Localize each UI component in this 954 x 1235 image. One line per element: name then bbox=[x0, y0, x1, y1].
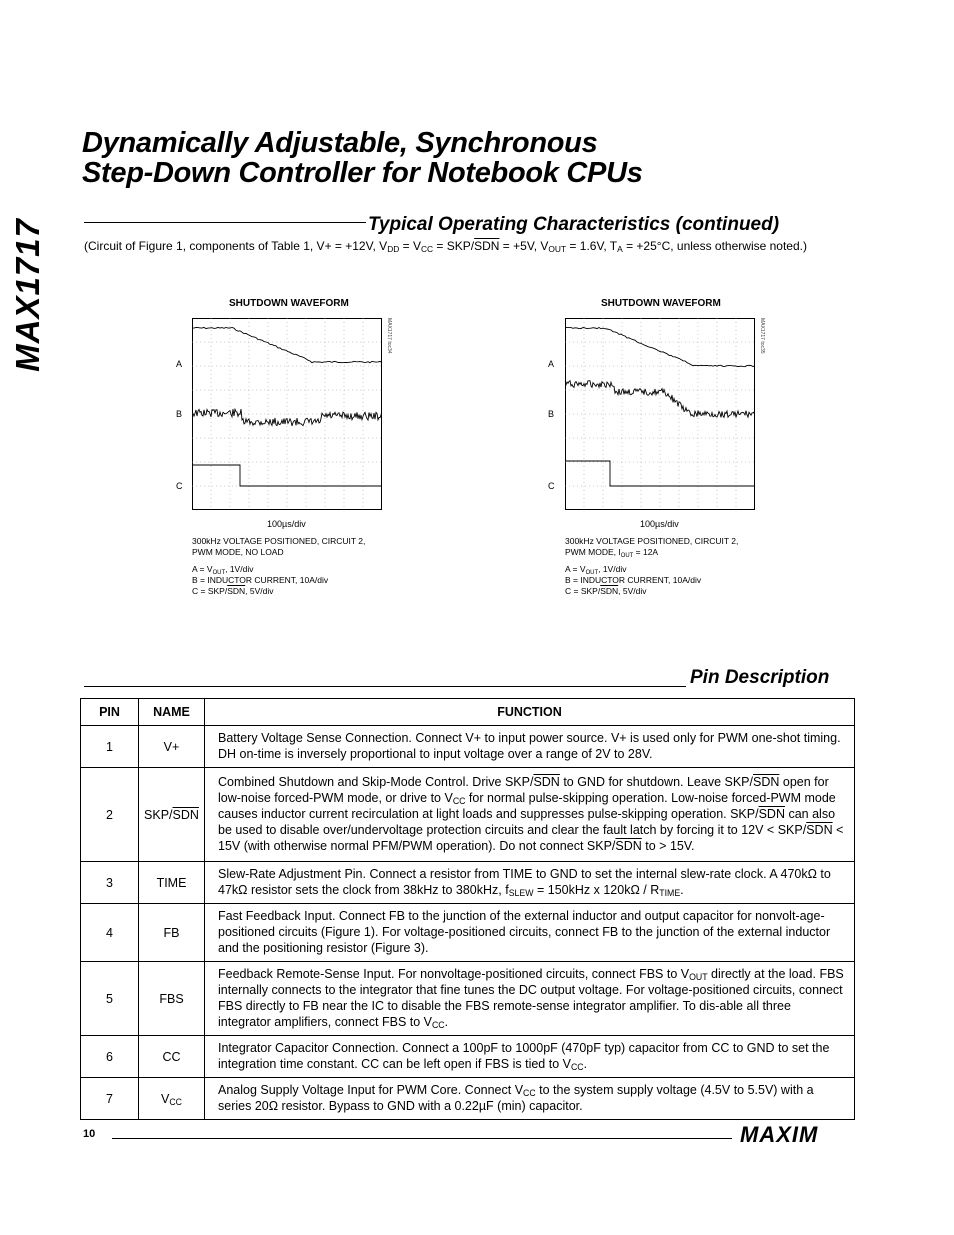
scope-2-plot bbox=[565, 318, 755, 510]
scope-1-note-2: PWM MODE, NO LOAD bbox=[192, 547, 284, 557]
table-row bbox=[81, 962, 855, 1036]
scope-1-channel-b: B bbox=[176, 409, 183, 419]
pin-number: 3 bbox=[81, 862, 139, 904]
pin-function: Battery Voltage Sense Connection. Connect V+ to input power source. V+ is used only for PWM one-shot timing. DH on-time is inversely proportional to input voltage over a range of 2V to 28V. bbox=[205, 726, 855, 768]
scope-2-note-3: $A = V_{OUT}$, 1V/div bbox=[565, 564, 627, 576]
scope-2-note-4: B = INDUCTOR CURRENT, 10A/div bbox=[565, 575, 702, 585]
scope-1-note-5: C = SKP/$\overline{SDN}$, 5V/div bbox=[192, 586, 274, 596]
test-conditions: (Circuit of Figure 1, components of Table 1, V+ = +12V, $V_{DD} = V_{CC} = SKP/\overline{SDN} = +5V$, $V_{OUT} = 1.6V$, $T_A = +25^\circ C$, unless otherwise noted.) bbox=[84, 239, 807, 254]
scope-1-time-div: 100µs/div bbox=[267, 519, 306, 529]
pin-number: 5 bbox=[81, 962, 139, 1036]
scope-2-note-1: 300kHz VOLTAGE POSITIONED, CIRCUIT 2, bbox=[565, 536, 739, 546]
scope-1-note-1: 300kHz VOLTAGE POSITIONED, CIRCUIT 2, bbox=[192, 536, 366, 546]
scope-2-time-div: 100µs/div bbox=[640, 519, 679, 529]
maxim-logo: MAXIM bbox=[740, 1122, 819, 1147]
table-row bbox=[81, 1078, 855, 1120]
column-header-name: NAME bbox=[139, 699, 205, 726]
pin-heading-rule bbox=[84, 686, 686, 687]
page-number: 10 bbox=[83, 1128, 96, 1140]
pin-number: 1 bbox=[81, 726, 139, 768]
table-row bbox=[81, 1036, 855, 1078]
scope-2-channel-c: C bbox=[548, 481, 555, 491]
scope-1-plot bbox=[192, 318, 382, 510]
scope-1-note-3: $A = V_{OUT}$, 1V/div bbox=[192, 564, 254, 576]
pin-name: SKP/$\overline{SDN}$ bbox=[139, 768, 205, 862]
column-header-function: FUNCTION bbox=[205, 699, 855, 726]
pin-name: FBS bbox=[139, 962, 205, 1036]
scope-2-notes bbox=[565, 536, 738, 597]
scope-1-channel-a: A bbox=[176, 359, 183, 369]
pin-name: FB bbox=[139, 904, 205, 962]
pin-number: 6 bbox=[81, 1036, 139, 1078]
pin-number: 2 bbox=[81, 768, 139, 862]
scope-1-note-4: B = INDUCTOR CURRENT, 10A/div bbox=[192, 575, 329, 585]
toc-heading-rule bbox=[84, 222, 366, 223]
scope-2-tag: MAX1717 toc35 bbox=[759, 318, 765, 354]
scope-2-channel-a: A bbox=[548, 359, 555, 369]
pin-function: Feedback Remote-Sense Input. For nonvoltage-positioned circuits, connect FBS to $V_{OUT}$ directly at the load. FBS internally connects to the integrator that fine tunes the DC output voltage. For voltage-positioned circuits, connect FBS directly to FB near the IC to disable the FBS remote-sense integrator amplifier. To dis-able all three integrator amplifiers, connect FBS to $V_{CC}$. bbox=[205, 962, 855, 1036]
table-row bbox=[81, 768, 855, 862]
pin-number: 7 bbox=[81, 1078, 139, 1120]
pin-name: CC bbox=[139, 1036, 205, 1078]
scope-2-channel-b: B bbox=[548, 409, 555, 419]
title-line-2: Step-Down Controller for Notebook CPUs bbox=[82, 157, 643, 189]
pin-number: 4 bbox=[81, 904, 139, 962]
table-row bbox=[81, 904, 855, 962]
scope-1-tag: MAX1717 toc34 bbox=[386, 318, 392, 354]
document-title bbox=[82, 128, 643, 188]
footer-rule bbox=[112, 1138, 732, 1139]
side-part-number: MAX1717 bbox=[9, 218, 46, 372]
pin-function: Integrator Capacitor Connection. Connect a 100pF to 1000pF (470pF typ) capacitor from CC to GND to set the integration time constant. CC can be left open if FBS is tied to $V_{CC}$. bbox=[205, 1036, 855, 1078]
scope-1-channel-c: C bbox=[176, 481, 183, 491]
table-header-row bbox=[81, 699, 855, 726]
pin-name: $V_{CC}$ bbox=[139, 1078, 205, 1120]
pin-description-table bbox=[80, 698, 855, 1120]
pin-function: Analog Supply Voltage Input for PWM Core. Connect $V_{CC}$ to the system supply voltage (4.5V to 5.5V) with a series 20Ω resistor. Bypass to GND with a 0.22µF (min) capacitor. bbox=[205, 1078, 855, 1120]
scope-2-note-5: C = SKP/$\overline{SDN}$, 5V/div bbox=[565, 586, 647, 596]
scope-2-title: SHUTDOWN WAVEFORM bbox=[601, 298, 721, 309]
column-header-pin: PIN bbox=[81, 699, 139, 726]
pin-name: V+ bbox=[139, 726, 205, 768]
pin-description-heading: Pin Description bbox=[690, 667, 830, 688]
pin-function: Slew-Rate Adjustment Pin. Connect a resistor from TIME to GND to set the internal slew-rate clock. A 470kΩ to 47kΩ resistor sets the clock from 38kHz to 380kHz, $f_{SLEW} = 150kHz$ x $120k\Omega / R_{TIME}$. bbox=[205, 862, 855, 904]
scope-2-note-2: PWM MODE, $I_{OUT} = 12A$ bbox=[565, 547, 659, 559]
scope-1-notes bbox=[192, 536, 365, 597]
pin-function: Fast Feedback Input. Connect FB to the junction of the external inductor and output capacitor for nonvolt-age-positioned circuits (Figure 1). For voltage-positioned circuits, connect FB to the junction of the external inductor and the positioning resistor (Figure 3). bbox=[205, 904, 855, 962]
pin-name: TIME bbox=[139, 862, 205, 904]
toc-heading: Typical Operating Characteristics (continued) bbox=[368, 214, 780, 235]
title-line-1: Dynamically Adjustable, Synchronous bbox=[82, 127, 598, 159]
pin-function: Combined Shutdown and Skip-Mode Control. Drive SKP/$\overline{SDN}$ to GND for shutdown. Leave SKP/$\overline{SDN}$ open for low-noise forced-PWM mode, or drive to $V_{CC}$ for normal pulse-skipping operation. Low-noise forced-PWM mode causes inductor current recirculation at light loads and suppresses pulse-skipping operation. SKP/$\overline{SDN}$ can also be used to disable over/undervoltage protection circuits and clear the fault latch by forcing it to 12V < SKP/$\overline{SDN} < 15V$ (with otherwise normal PFM/PWM operation). Do not connect SKP/$\overline{SDN}$ to > 15V. bbox=[205, 768, 855, 862]
table-row bbox=[81, 862, 855, 904]
scope-1-title: SHUTDOWN WAVEFORM bbox=[229, 298, 349, 309]
table-row bbox=[81, 726, 855, 768]
